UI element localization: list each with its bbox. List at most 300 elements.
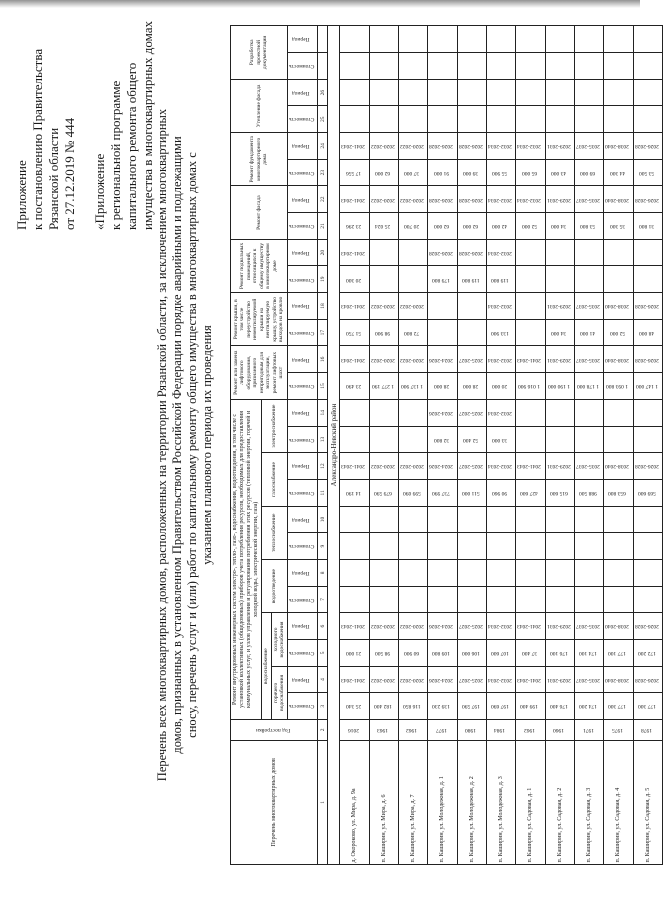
cost-cell (604, 426, 633, 453)
period-cell (487, 26, 516, 53)
appendix-block (14, 10, 156, 230)
period-cell: 2024-2026 (428, 613, 457, 640)
period-cell: 2020-2022 (399, 453, 428, 480)
cost-cell (575, 426, 604, 453)
table-row (633, 26, 662, 865)
header-foundation: Ремонт фундамента многоквартирного дома (231, 133, 288, 186)
period-cell: 2035-2037 (575, 186, 604, 213)
period-cell (516, 559, 545, 586)
cost-cell: 62 000 (457, 213, 486, 240)
header-design: Разработка проектной документации (231, 26, 288, 80)
cost-cell (369, 426, 398, 453)
cost-cell: 91 000 (428, 159, 457, 186)
period-cell (633, 79, 662, 106)
cost-cell: 119 800 (487, 266, 516, 293)
header-period: Период (287, 239, 318, 266)
period-cell: 2032-2034 (487, 133, 516, 160)
cost-cell (575, 106, 604, 133)
cost-cell: 20 300 (340, 266, 369, 293)
header-cold-water: холодного водоснабжения (271, 613, 287, 666)
cost-cell: 34 000 (545, 319, 574, 346)
cost-cell (575, 586, 604, 613)
header-cost: Стоимость (287, 319, 318, 346)
period-cell (604, 506, 633, 533)
title-line: Перечень всех многоквартирных домов, расположенных на территории Рязанской области, за исключением многоквартирных (155, 108, 169, 782)
period-cell: 2020-2022 (369, 666, 398, 693)
column-number: 7 (318, 586, 328, 613)
period-cell: 2041-2043 (516, 453, 545, 480)
cost-cell: 599 090 (399, 479, 428, 506)
header-period: Период (287, 26, 318, 53)
period-cell: 2024-2026 (428, 346, 457, 373)
program-line: капитального ремонта общего (124, 62, 139, 230)
build-year: 1980 (457, 720, 486, 741)
cost-cell: 653 800 (604, 479, 633, 506)
header-period: Период (287, 186, 318, 213)
cost-cell: 31 800 (633, 213, 662, 240)
period-cell (457, 293, 486, 320)
column-number: 22 (318, 186, 328, 213)
cost-cell (633, 426, 662, 453)
column-number: 21 (318, 213, 328, 240)
cost-cell (457, 533, 486, 560)
period-cell (369, 506, 398, 533)
cost-cell (575, 53, 604, 80)
cost-cell: 116 850 (399, 693, 428, 720)
cost-cell: 33 000 (487, 426, 516, 453)
period-cell (604, 239, 633, 266)
period-cell (516, 26, 545, 53)
period-cell (516, 79, 545, 106)
cost-cell: 42 000 (487, 213, 516, 240)
period-cell (633, 506, 662, 533)
cost-cell: 21 000 (340, 640, 369, 667)
period-cell: 2026-2028 (633, 186, 662, 213)
period-cell (633, 239, 662, 266)
title-line: указанием планового периода их проведения (200, 325, 214, 565)
column-number: 11 (318, 479, 328, 506)
period-cell: 2038-2040 (604, 453, 633, 480)
house-address: п. Каширин, ул. Молодежная, д. 1 (428, 740, 457, 864)
period-cell (545, 239, 574, 266)
period-cell (633, 559, 662, 586)
cost-cell: 569 600 (633, 479, 662, 506)
cost-cell (604, 106, 633, 133)
cost-cell: 172 200 (633, 640, 662, 667)
title-line: сносу, перечень услуг и (или) работ по капитальному ремонту общего имущества в многоквартирных домах с (185, 152, 199, 738)
house-address: п. Каширин, ул. Садовая, д. 5 (633, 740, 662, 864)
cost-cell (604, 266, 633, 293)
period-cell (457, 26, 486, 53)
table-row (457, 26, 486, 865)
period-cell: 2038-2040 (604, 186, 633, 213)
period-cell: 2020-2022 (369, 133, 398, 160)
header-cost: Стоимость (287, 266, 318, 293)
column-number: 26 (318, 79, 328, 106)
cost-cell (457, 586, 486, 613)
column-number: 18 (318, 293, 328, 320)
column-number: 4 (318, 666, 328, 693)
appendix-line: от 27.12.2019 № 444 (62, 117, 77, 230)
period-cell: 2026-2028 (457, 239, 486, 266)
cost-cell: 20 700 (399, 213, 428, 240)
cost-cell: 52 000 (516, 213, 545, 240)
cost-cell (516, 266, 545, 293)
house-address: п. Каширин, ул. Садовая, д. 2 (545, 740, 574, 864)
cost-cell: 98 900 (369, 319, 398, 346)
cost-cell (369, 586, 398, 613)
period-cell: 2020-2022 (369, 186, 398, 213)
cost-cell: 37 400 (516, 640, 545, 667)
period-cell (340, 79, 369, 106)
cost-cell: 98 500 (369, 640, 398, 667)
header-cost: Стоимость (287, 479, 318, 506)
period-cell (340, 506, 369, 533)
cost-cell: 174 200 (575, 693, 604, 720)
build-year: 1978 (633, 720, 662, 741)
cost-cell (633, 586, 662, 613)
build-year: 1962 (516, 720, 545, 741)
header-water-supply: водоснабжение (262, 613, 272, 720)
column-number: 17 (318, 319, 328, 346)
appendix-line: Рязанской области (46, 127, 61, 230)
cost-cell: 52 400 (457, 426, 486, 453)
cost-cell: 14 190 (340, 479, 369, 506)
period-cell (545, 506, 574, 533)
cost-cell: 179 800 (428, 266, 457, 293)
header-cost: Стоимость (287, 213, 318, 240)
column-number: 15 (318, 373, 328, 400)
header-electricity: электроснабжение (262, 399, 288, 452)
build-year: 1962 (399, 720, 428, 741)
period-cell (399, 239, 428, 266)
build-year: 1975 (604, 720, 633, 741)
build-year: 1960 (545, 720, 574, 741)
period-cell (369, 79, 398, 106)
period-cell: 2026-2028 (633, 133, 662, 160)
build-year: 2016 (340, 720, 369, 741)
header-period: Период (287, 666, 318, 693)
period-cell: 2035-2037 (575, 293, 604, 320)
cost-cell: 197 690 (487, 693, 516, 720)
period-cell (428, 26, 457, 53)
cost-cell: 679 590 (369, 479, 398, 506)
header-cost: Стоимость (287, 373, 318, 400)
cost-cell (340, 533, 369, 560)
column-number: 16 (318, 346, 328, 373)
cost-cell: 1 190 000 (545, 373, 574, 400)
period-cell (399, 559, 428, 586)
period-cell: 2020-2022 (399, 133, 428, 160)
column-number-blank (318, 26, 328, 53)
cost-cell (340, 53, 369, 80)
period-cell: 2038-2040 (604, 133, 633, 160)
document-title (155, 25, 215, 865)
table-row (575, 26, 604, 865)
cost-cell: 53 500 (633, 159, 662, 186)
house-address: п. Каширин, ул. Мира, д. 6 (369, 740, 398, 864)
cost-cell: 511 000 (457, 479, 486, 506)
period-cell: 2035-2037 (575, 453, 604, 480)
column-number: 9 (318, 533, 328, 560)
cost-cell (633, 533, 662, 560)
period-cell (575, 79, 604, 106)
period-cell: 2020-2022 (399, 346, 428, 373)
house-address: п. Каширин, ул. Садовая, д. 4 (604, 740, 633, 864)
column-number: 14 (318, 399, 328, 426)
house-address: д. Окороково, ул. Мира, д. 9а (340, 740, 369, 864)
cost-cell (340, 106, 369, 133)
cost-cell: 41 000 (575, 319, 604, 346)
period-cell: 2038-2040 (604, 613, 633, 640)
cost-cell: 1 137 900 (399, 373, 428, 400)
header-period: Период (287, 613, 318, 640)
period-cell: 2038-2040 (604, 666, 633, 693)
cost-cell: 32 800 (428, 426, 457, 453)
period-cell: 2041-2043 (340, 346, 369, 373)
header-heating: теплоснабжение (262, 506, 288, 559)
cost-cell (516, 319, 545, 346)
period-cell: 2026-2028 (428, 239, 457, 266)
cost-cell: 25 340 (340, 693, 369, 720)
period-cell (604, 559, 633, 586)
period-cell (575, 26, 604, 53)
cost-cell (428, 319, 457, 346)
cost-cell (487, 586, 516, 613)
cost-cell: 182 400 (369, 693, 398, 720)
cost-cell (545, 53, 574, 80)
header-basement: Ремонт подвальных помещений, относящихся к общему имуществу в многоквартирном доме (231, 239, 288, 292)
cost-cell (399, 426, 428, 453)
period-cell: 2024-2026 (428, 453, 457, 480)
cost-cell: 174 100 (575, 640, 604, 667)
header-period: Период (287, 79, 318, 106)
cost-cell: 69 000 (575, 159, 604, 186)
header-period: Период (287, 346, 318, 373)
cost-cell (633, 266, 662, 293)
cost-cell (633, 106, 662, 133)
cost-cell: 109 800 (428, 640, 457, 667)
cost-cell (487, 533, 516, 560)
period-cell: 2029-2031 (545, 186, 574, 213)
period-cell (457, 506, 486, 533)
period-cell: 2032-2034 (487, 453, 516, 480)
period-cell: 2026-2028 (457, 133, 486, 160)
cost-cell: 37 000 (399, 159, 428, 186)
period-cell: 2038-2040 (604, 346, 633, 373)
period-cell: 2026-2028 (428, 186, 457, 213)
period-cell: 2026-2028 (633, 293, 662, 320)
period-cell (399, 506, 428, 533)
period-cell: 2035-2037 (575, 133, 604, 160)
period-cell (575, 559, 604, 586)
table-row (516, 26, 545, 865)
column-number: 5 (318, 640, 328, 667)
cost-cell (369, 266, 398, 293)
table-row (340, 26, 369, 865)
house-address: п. Каширин, ул. Садовая, д. 1 (516, 740, 545, 864)
cost-cell (516, 106, 545, 133)
cost-cell: 177 300 (604, 693, 633, 720)
cost-cell: 62 000 (428, 213, 457, 240)
column-number: 23 (318, 159, 328, 186)
column-number: 20 (318, 239, 328, 266)
cost-cell (545, 586, 574, 613)
period-cell: 2029-2031 (545, 346, 574, 373)
table-row (369, 26, 398, 865)
cost-cell: 55 900 (487, 159, 516, 186)
cost-cell (428, 533, 457, 560)
period-cell (457, 79, 486, 106)
column-number: 8 (318, 559, 328, 586)
period-cell: 2032-2034 (487, 399, 516, 426)
build-year: 1977 (428, 720, 457, 741)
cost-cell (516, 53, 545, 80)
period-cell (487, 559, 516, 586)
header-cost: Стоимость (287, 106, 318, 133)
district-row (328, 26, 340, 865)
period-cell (604, 26, 633, 53)
period-cell: 2041-2043 (340, 666, 369, 693)
period-cell: 2026-2028 (633, 666, 662, 693)
header-period: Период (287, 506, 318, 533)
cost-cell (399, 106, 428, 133)
period-cell (369, 559, 398, 586)
period-cell (545, 559, 574, 586)
period-cell: 2020-2022 (369, 613, 398, 640)
period-cell: 2041-2043 (340, 453, 369, 480)
column-number: 6 (318, 613, 328, 640)
period-cell: 2026-2028 (457, 186, 486, 213)
cost-cell (457, 106, 486, 133)
period-cell (633, 399, 662, 426)
cost-cell (399, 586, 428, 613)
period-cell: 2032-2034 (487, 239, 516, 266)
header-roof: Ремонт крыши, в том числе переустройство невентилируемой крыши на вентилируемую крышу, устройство выходов на кровлю (231, 293, 288, 346)
period-cell: 2020-2022 (399, 186, 428, 213)
period-cell: 2041-2043 (516, 666, 545, 693)
cost-cell: 1 147 000 (633, 373, 662, 400)
period-cell: 2029-2031 (545, 293, 574, 320)
cost-cell: 20 000 (487, 373, 516, 400)
cost-cell: 176 100 (545, 640, 574, 667)
cost-cell (428, 106, 457, 133)
header-period: Период (287, 559, 318, 586)
period-cell (516, 399, 545, 426)
houses-table (230, 25, 663, 865)
header-insulation: Утепление фасада (231, 79, 288, 132)
appendix-line: Приложение (14, 160, 29, 230)
period-cell (633, 26, 662, 53)
cost-cell: 52 000 (604, 319, 633, 346)
column-number: 3 (318, 693, 328, 720)
cost-cell (604, 586, 633, 613)
cost-cell: 1 093 800 (604, 373, 633, 400)
column-number-blank (318, 53, 328, 80)
header-year: Год постройки (231, 720, 318, 741)
header-cost: Стоимость (287, 586, 318, 613)
header-address: Перечень многоквартирных домов (231, 740, 318, 864)
cost-cell (369, 53, 398, 80)
period-cell (399, 26, 428, 53)
cost-cell (487, 106, 516, 133)
period-cell: 2038-2040 (604, 293, 633, 320)
program-line: имущества в многоквартирных домах (140, 20, 155, 230)
cost-cell (428, 586, 457, 613)
column-number: 19 (318, 266, 328, 293)
period-cell: 2041-2043 (516, 346, 545, 373)
cost-cell: 197 590 (457, 693, 486, 720)
header-engineering-group: Ремонт внутридомовых инженерных систем электро-, тепло-, газо-, водоснабжения, водоотведения, в том числе с установкой коллективных (общедомовых) приборов учета потребления ресурсов, необходимых для предоставления коммунальных услуг, и узлов управления и регулирования потребления этих ресурсов (тепловой энергии, горячей и холодной воды, электрической энергии, газа) (231, 399, 262, 719)
cost-cell: 988 500 (575, 479, 604, 506)
period-cell: 2029-2031 (545, 453, 574, 480)
cost-cell: 615 600 (545, 479, 574, 506)
cost-cell: 119 800 (457, 266, 486, 293)
column-number: 25 (318, 106, 328, 133)
period-cell (457, 559, 486, 586)
header-period: Период (287, 133, 318, 160)
cost-cell (545, 266, 574, 293)
period-cell: 2032-2034 (487, 346, 516, 373)
period-cell: 2024-2026 (428, 666, 457, 693)
cost-cell: 90 960 (487, 479, 516, 506)
build-year: 1971 (575, 720, 604, 741)
period-cell: 2026-2028 (633, 346, 662, 373)
header-drainage: водоотведение (262, 559, 288, 612)
period-cell: 2041-2043 (340, 239, 369, 266)
cost-cell: 72 800 (399, 319, 428, 346)
cost-cell (340, 426, 369, 453)
appendix-line: к постановлению Правительства (30, 48, 45, 230)
period-cell: 2035-2037 (575, 346, 604, 373)
house-address: п. Каширин, ул. Молодежная, д. 2 (457, 740, 486, 864)
cost-cell: 107 600 (487, 640, 516, 667)
cost-cell: 427 600 (516, 479, 545, 506)
column-number: 10 (318, 506, 328, 533)
period-cell: 2032-2034 (487, 186, 516, 213)
table-row (428, 26, 457, 865)
table-row (545, 26, 574, 865)
period-cell (340, 559, 369, 586)
cost-cell: 737 990 (428, 479, 457, 506)
cost-cell: 51 750 (340, 319, 369, 346)
header-gas: газоснабжение (262, 453, 288, 506)
period-cell: 2041-2043 (340, 133, 369, 160)
period-cell: 2026-2028 (428, 133, 457, 160)
period-cell: 2025-2027 (457, 346, 486, 373)
house-address: п. Каширин, ул. Молодежная, д. 3 (487, 740, 516, 864)
period-cell: 2020-2022 (399, 293, 428, 320)
header-period: Период (287, 453, 318, 480)
cost-cell: 177 100 (604, 640, 633, 667)
cost-cell: 34 000 (545, 213, 574, 240)
period-cell (487, 79, 516, 106)
period-cell: 2041-2043 (340, 293, 369, 320)
header-cost: Стоимость (287, 533, 318, 560)
cost-cell: 17 556 (340, 159, 369, 186)
cost-cell: 199 400 (516, 693, 545, 720)
period-cell (399, 79, 428, 106)
cost-cell: 28 000 (428, 373, 457, 400)
period-cell (399, 399, 428, 426)
period-cell: 2032-2034 (487, 666, 516, 693)
period-cell: 2020-2022 (369, 453, 398, 480)
period-cell (428, 559, 457, 586)
period-cell (516, 293, 545, 320)
period-cell: 2029-2031 (545, 133, 574, 160)
cost-cell: 39 000 (457, 159, 486, 186)
period-cell: 2020-2022 (399, 666, 428, 693)
